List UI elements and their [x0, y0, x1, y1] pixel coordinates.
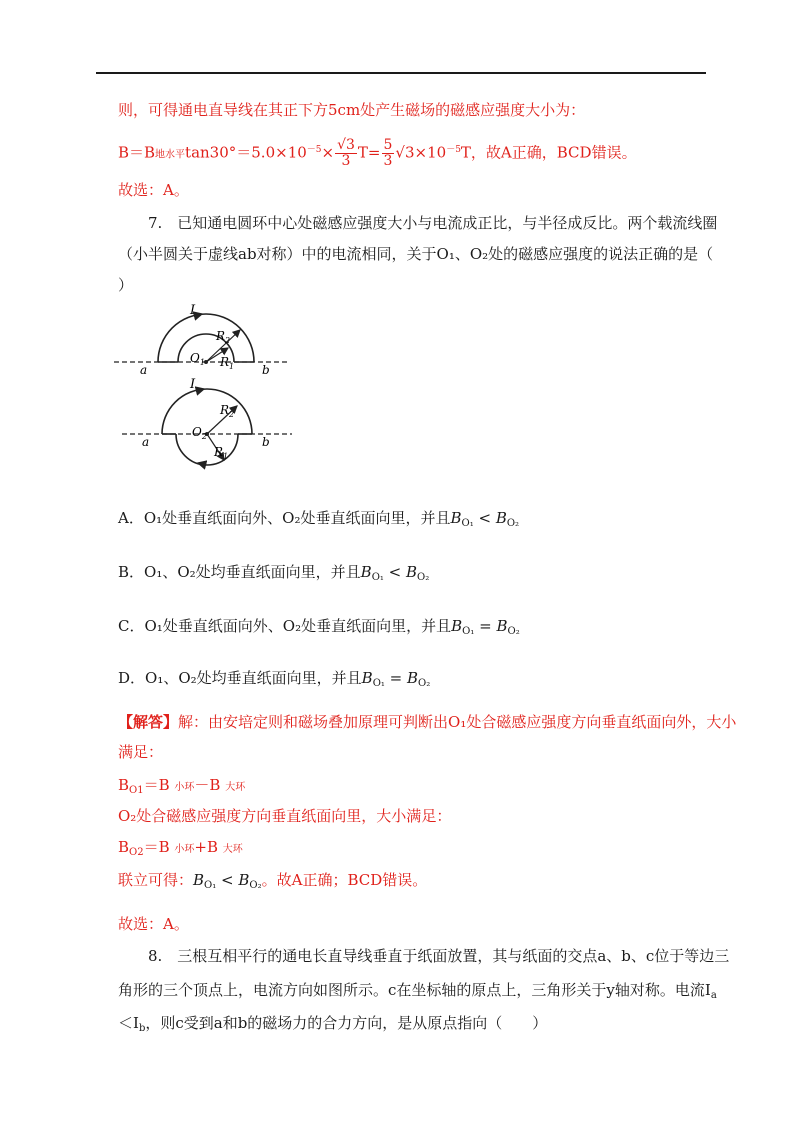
q7-figure — [112, 300, 312, 480]
large-semicircle-bottom — [162, 389, 252, 434]
q7-solution-line1: 【解答】解：由安培定则和磁场叠加原理可判断出O₁处合磁感应强度方向垂直纸面向外，大小 — [118, 713, 737, 731]
q7-solution-line2: 满足： — [118, 743, 164, 761]
q7-solution-bo1: $B_{O1}=B$ 小环－B 大环 — [118, 776, 246, 796]
svg-text:b: b — [262, 435, 270, 449]
small-semicircle-bottom — [176, 434, 238, 465]
prev-equation: B＝B地水平$\tan 30^\circ=5.0\times 10^{-5}\times$ $\frac{√3}{3}$ T= $\frac{5}{3}$ $√3\times 10^{-5}T$，故A正确，BCD错误。 — [118, 137, 637, 169]
svg-text:R2: $R_2$ — [216, 329, 231, 345]
q7-stem-line3: ） — [118, 276, 134, 294]
q7-option-c[interactable]: C．O₁处垂直纸面向外、O₂处垂直纸面向里，并且$B_{O_1} = B_{O_2}$ — [118, 617, 520, 637]
large-semicircle-top — [158, 314, 254, 362]
prev-answer: 故选：A。 — [118, 181, 189, 199]
svg-text:R1: $R_1$ — [220, 355, 235, 371]
svg-text:b: b — [262, 363, 270, 377]
q7-option-b[interactable]: B．O₁、O₂处均垂直纸面向里，并且$B_{O_1} < B_{O_2}$ — [118, 563, 430, 583]
q7-option-a[interactable]: A．O₁处垂直纸面向外、O₂处垂直纸面向里，并且$B_{O_1} < B_{O_2}$ — [118, 509, 520, 529]
q7-answer: 故选：A。 — [118, 915, 189, 933]
q8-stem-line2: 角形的三个顶点上，电流方向如图所示。c在坐标轴的原点上，三角形关于y轴对称。电流$I_a$ — [118, 981, 717, 1001]
q7-stem-line1: 7. 已知通电圆环中心处磁感应强度大小与电流成正比，与半径成反比。两个载流线圈 — [148, 214, 718, 232]
fig-current-label-top: I — [190, 303, 196, 318]
q7-solution-line4: O₂处合磁感应强度方向垂直纸面向里，大小满足： — [118, 807, 452, 825]
header-rule — [96, 72, 706, 74]
fig-current-label-bottom: I — [190, 377, 196, 392]
svg-text:R1: $R_1$ — [214, 445, 229, 461]
q7-solution-conclusion: 联立可得：$B_{O_1} < B_{O_2}$。故A正确；BCD错误。 — [118, 871, 428, 891]
q8-stem-line3: $<I_b$，则c受到a和b的磁场力的合力方向，是从原点指向（ ） — [118, 1014, 548, 1034]
q7-option-d[interactable]: D．O₁、O₂处均垂直纸面向里，并且$B_{O_1} = B_{O_2}$ — [118, 669, 431, 689]
svg-text:O2: $O_2$ — [192, 425, 207, 441]
svg-text:a: a — [140, 363, 148, 377]
svg-text:a: a — [142, 435, 150, 449]
q8-stem-line1: 8. 三根互相平行的通电长直导线垂直于纸面放置，其与纸面的交点a、b、c位于等边三 — [148, 947, 730, 965]
q7-solution-bo2: $B_{O2}=B$ 小环+B 大环 — [118, 838, 243, 858]
svg-text:O1: $O_1$ — [190, 351, 205, 367]
q7-stem-line2: （小半圆关于虚线ab对称）中的电流相同，关于O₁、O₂处的磁感应强度的说法正确的是（ — [118, 245, 714, 263]
svg-text:R2: $R_2$ — [220, 403, 235, 419]
prev-solution-line: 则，可得通电直导线在其正下方5cm处产生磁场的磁感应强度大小为： — [118, 101, 586, 119]
